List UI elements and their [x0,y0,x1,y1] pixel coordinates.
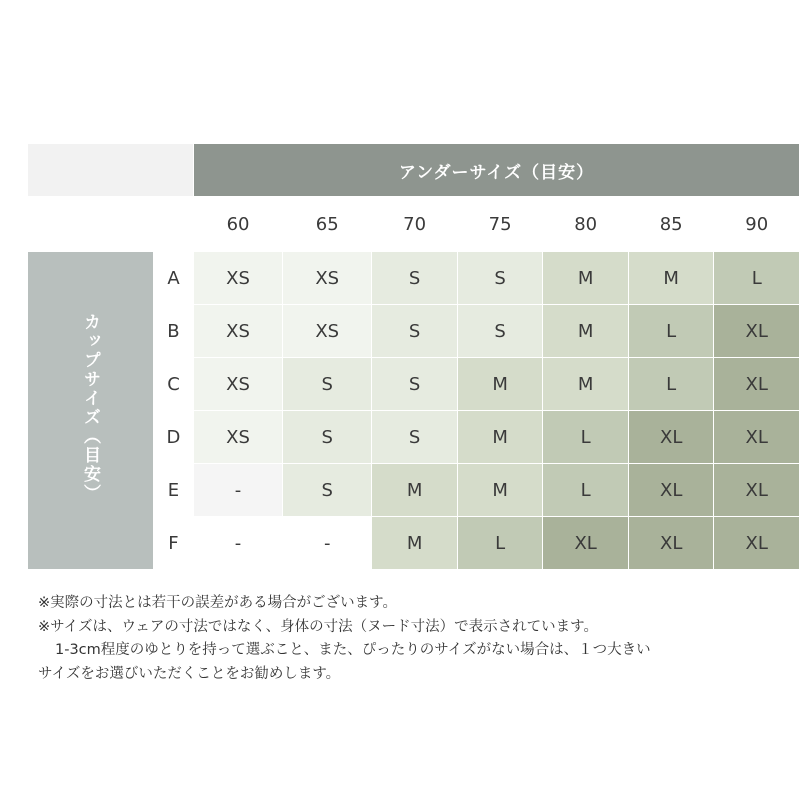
size-cell: S [372,358,458,411]
size-cell: - [283,517,372,570]
size-cell: XL [628,464,714,517]
under-size-80: 80 [543,197,629,252]
size-cell: S [457,252,543,305]
size-notes [38,592,778,686]
cup-letter: C [154,358,194,411]
size-cell: XS [283,305,372,358]
size-cell: XL [714,411,800,464]
under-size-header: アンダーサイズ（目安） [193,144,799,197]
note-line: ※実際の寸法とは若干の誤差がある場合がございます。 [38,595,397,611]
size-cell: M [628,252,714,305]
size-cell: XL [543,517,629,570]
size-cell: M [372,517,458,570]
under-size-70: 70 [372,197,458,252]
size-cell: S [283,464,372,517]
size-cell: M [457,411,543,464]
size-cell: L [543,464,629,517]
cup-letter: F [154,517,194,570]
note-line: ※サイズは、ウェアの寸法ではなく、身体の寸法（ヌード寸法）で表示されています。 [38,618,598,635]
size-cell: M [457,358,543,411]
size-cell: M [543,358,629,411]
size-cell: L [714,252,800,305]
size-cell: XL [628,411,714,464]
under-size-90: 90 [714,197,800,252]
size-cell: XL [628,517,714,570]
size-cell: L [543,411,629,464]
size-cell: XS [193,411,282,464]
size-cell: L [628,358,714,411]
under-size-65: 65 [283,197,372,252]
under-size-85: 85 [628,197,714,252]
size-cell: S [457,305,543,358]
size-cell: S [372,411,458,464]
table-corner [28,144,194,197]
size-cell: XS [193,305,282,358]
size-cell: S [283,358,372,411]
cup-letter: D [154,411,194,464]
size-cell: M [457,464,543,517]
size-cell: M [543,305,629,358]
size-cell: L [457,517,543,570]
size-cell: L [628,305,714,358]
cup-letter: E [154,464,194,517]
column-header-blank [28,197,194,252]
size-cell: XL [714,464,800,517]
size-cell: XS [193,252,282,305]
size-cell: - [193,464,282,517]
cup-size-header [28,252,154,570]
cup-size-header-label: カップサイズ（目安） [80,313,100,503]
size-cell: S [372,305,458,358]
cup-letter: B [154,305,194,358]
size-chart-table [27,143,800,570]
size-cell: M [543,252,629,305]
size-cell: XL [714,517,800,570]
size-cell: S [283,411,372,464]
size-cell: S [372,252,458,305]
table-row [28,252,800,305]
size-cell: XL [714,358,800,411]
note-line: サイズをお選びいただくことをお勧めします。 [38,665,341,682]
under-size-60: 60 [193,197,282,252]
note-line: 1-3cm程度のゆとりを持って選ぶこと、また、ぴったりのサイズがない場合は、１つ大きい [55,642,651,658]
cup-letter: A [154,252,194,305]
size-cell: M [372,464,458,517]
size-cell: XL [714,305,800,358]
size-cell: XS [283,252,372,305]
under-size-75: 75 [457,197,543,252]
size-cell: - [193,517,282,570]
size-cell: XS [193,358,282,411]
